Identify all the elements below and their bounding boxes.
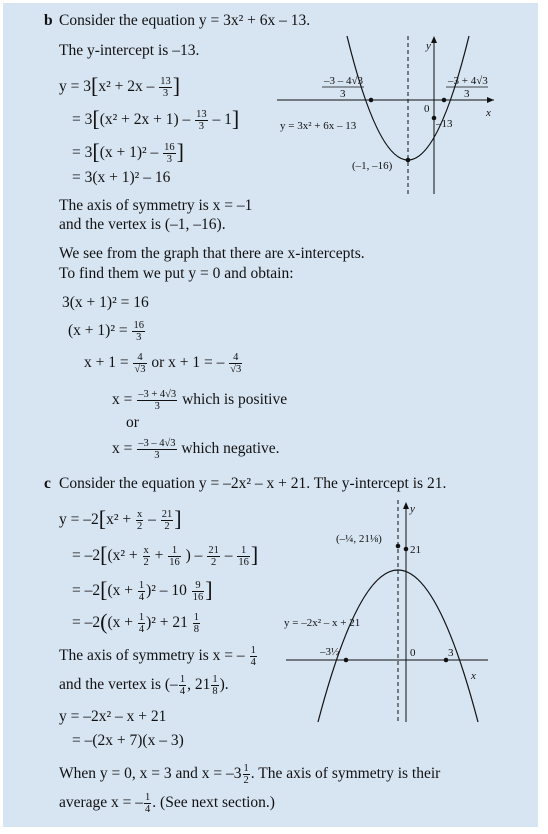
part-b-intro: Consider the equation y = 3x² + 6x – 13.: [59, 12, 311, 29]
part-c-final-2: average x = – $\frac{1}{4}$ . (See next section.): [59, 792, 275, 815]
y-intercept-label: 21: [410, 544, 421, 556]
solve-line-3: x + 1 = $\frac{4}{√3}$ or x + 1 = – $\frac{4}{√3}$: [84, 352, 242, 375]
x-axis-arrow: [487, 97, 494, 103]
root-left-point: [369, 98, 374, 103]
part-b-step-2: = 3[(x² + 2x + 1) – $\frac{13}{3}$ – 1]: [72, 106, 240, 132]
part-b-y-intercept: The y-intercept is –13.: [59, 42, 200, 59]
part-c-final-1: When y = 0, x = 3 and x = –3 $\frac{1}{2}$ . The axis of symmetry is their: [59, 763, 441, 786]
solve-line-4: x = $\frac{-3 + 4√3}{3}$ which is positive: [112, 389, 288, 412]
part-c-factor-2: = –(2x + 7)(x – 3): [72, 732, 184, 749]
curve-label: y = 3x² + 6x – 13: [280, 120, 357, 132]
part-c-vertex-text: and the vertex is (– $\frac{1}{4}$ , 21 $\frac{1}{8}$ ).: [59, 674, 229, 697]
y-axis-arrow: [403, 502, 409, 509]
part-b-graph-text-2: To find them we put y = 0 and obtain:: [59, 265, 294, 282]
part-c-factor-1: y = –2x² – x + 21: [59, 708, 167, 725]
part-c-axis-text: The axis of symmetry is x = – $\frac{1}{4}$: [59, 645, 256, 668]
y-intercept-label: –13: [436, 118, 453, 130]
origin-label: 0: [424, 103, 430, 115]
part-c-step-4: = –2((x + $\frac{1}{4}$ )² + 21 $\frac{1}{8}$: [72, 609, 200, 635]
part-c-step-2: = –2[(x² + $\frac{x}{2}$ + $\frac{1}{16}$ ) – $\frac{21}{2}$ – $\frac{1}{16}$ ]: [72, 542, 259, 568]
vertex-label: (–¼, 21⅛): [336, 533, 382, 545]
part-b-letter: b: [44, 12, 53, 29]
right-root-label: 3: [448, 647, 454, 659]
part-b-vertex-text: and the vertex is (–1, –16).: [59, 216, 226, 233]
axis-y-label: y: [410, 503, 415, 515]
origin-label: 0: [410, 647, 416, 659]
right-root-den: 3: [464, 88, 470, 100]
part-c-step-3: = –2[(x + $\frac{1}{4}$ )² – 10 $\frac{9}{16}$ ]: [72, 577, 213, 603]
left-root-label: –3½: [320, 646, 340, 658]
part-b-step-1: y = 3[x² + 2x – $\frac{13}{3}$ ]: [59, 73, 181, 99]
solve-line-5: x = $\frac{-3 - 4√3}{3}$ which negative.: [112, 438, 280, 461]
left-root-den: 3: [340, 88, 346, 100]
vertex-point: [396, 544, 401, 549]
curve-label: y = –2x² – x + 21: [284, 617, 361, 629]
y-intercept-point: [404, 547, 409, 552]
part-b-step-4: = 3(x + 1)² – 16: [72, 169, 171, 186]
part-b-graph: [272, 32, 502, 200]
part-b-step-3: = 3[(x + 1)² – $\frac{16}{3}$ ]: [72, 139, 184, 165]
part-b-axis-text: The axis of symmetry is x = –1: [59, 197, 253, 214]
root-right-point: [442, 98, 447, 103]
solve-line-2: (x + 1)² = $\frac{16}{3}$: [68, 320, 144, 343]
part-c-letter: c: [44, 475, 51, 492]
part-c-graph: [282, 498, 498, 726]
part-c-step-1: y = –2[x² + $\frac{x}{2}$ – $\frac{21}{2}$ ]: [59, 506, 182, 532]
axis-x-label: x: [486, 107, 491, 119]
vertex-label: (–1, –16): [352, 160, 393, 172]
root-left-point: [344, 658, 349, 663]
part-c-intro: Consider the equation y = –2x² – x + 21. The y-intercept is 21.: [59, 475, 447, 492]
solve-or: or: [126, 414, 139, 431]
axis-x-label: x: [471, 670, 476, 682]
left-root-num: –3 – 4√3: [324, 75, 364, 87]
part-b-graph-text-1: We see from the graph that there are x-intercepts.: [59, 245, 365, 262]
solve-line-1: 3(x + 1)² = 16: [62, 294, 149, 311]
axis-y-label: y: [426, 40, 431, 52]
y-axis-arrow: [431, 36, 437, 43]
right-root-num: –3 + 4√3: [448, 75, 488, 87]
vertex-point: [406, 158, 411, 163]
